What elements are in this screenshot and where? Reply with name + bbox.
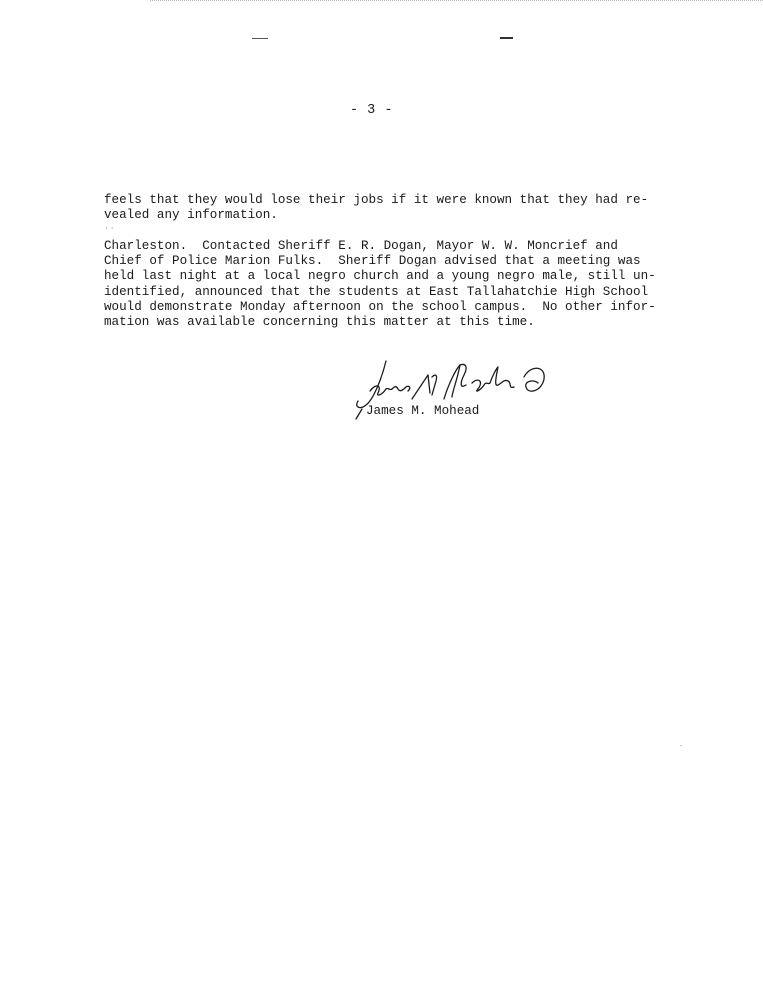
stray-mark: ·· [104,224,116,233]
top-edge-dots [150,0,763,5]
paragraph-1 [104,193,664,223]
signer-typed-name: James M. Mohead [366,404,480,418]
paragraph-line: held last night at a local negro church and a young negro male, still un- [104,269,656,284]
paragraph-line: would demonstrate Monday afternoon on the school campus. No other infor- [104,299,656,314]
paragraph-line: Chief of Police Marion Fulks. Sheriff Dogan advised that a meeting was [104,254,641,269]
paragraph-line: mation was available concerning this matter at this time. [104,315,535,330]
paragraph-line: feels that they would lose their jobs if it were known that they had re- [104,193,649,207]
paragraph-line: identified, announced that the students at East Tallahatchie High School [104,284,649,299]
paragraph-line: vealed any information. [104,208,278,223]
scan-smudge-left [252,38,268,39]
paragraph-line: Charleston. Contacted Sheriff E. R. Dogan, Mayor W. W. Moncrief and [104,239,618,253]
page-number: - 3 - [349,103,393,118]
scan-smudge-right [500,37,513,39]
scan-speck [680,745,682,746]
paragraph-2 [104,239,664,330]
